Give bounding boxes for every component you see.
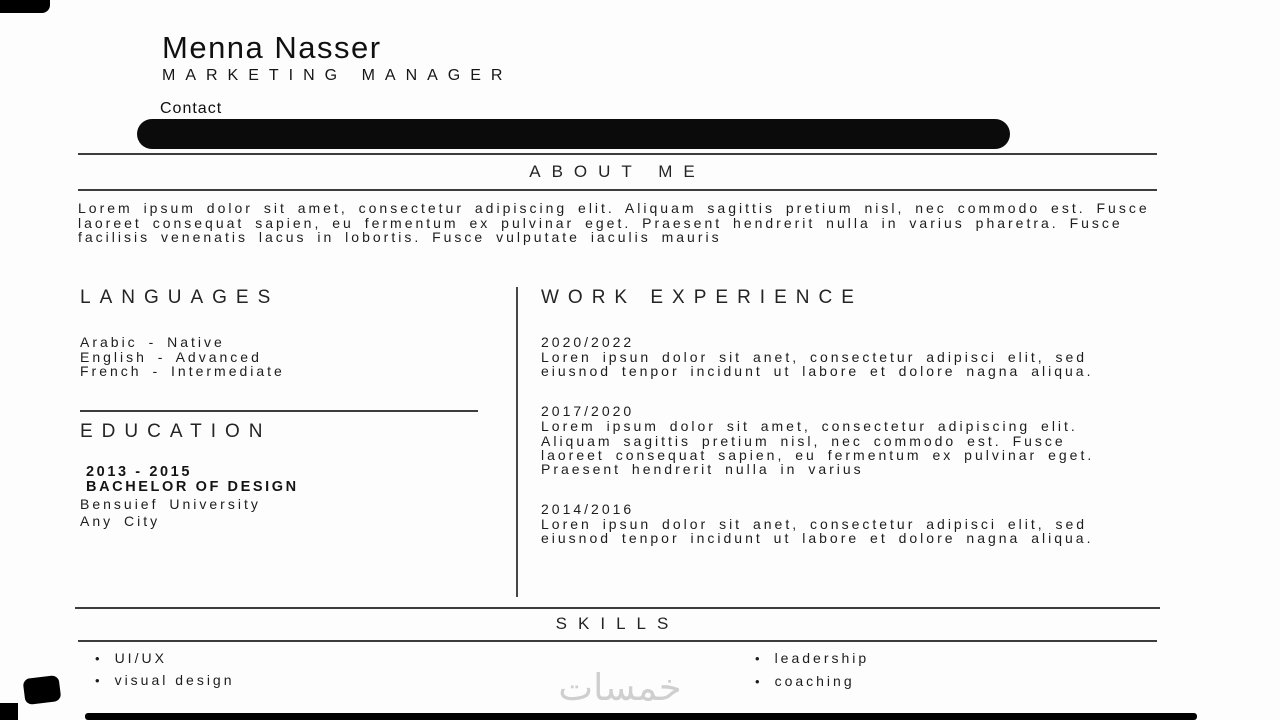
person-name: Menna Nasser <box>162 30 382 65</box>
work-entries <box>541 335 1121 546</box>
divider-above-skills <box>75 607 1160 609</box>
language-item: French - Intermediate <box>80 363 285 379</box>
contact-label: Contact <box>160 100 223 117</box>
divider-above-about <box>78 153 1157 155</box>
education-entry <box>80 465 480 529</box>
bullet-icon: • <box>95 651 103 666</box>
divider-below-skills-heading <box>78 640 1157 642</box>
job-title: MARKETING MANAGER <box>162 67 513 84</box>
left-column <box>80 287 480 529</box>
scan-artifact-bottom-left <box>23 675 62 705</box>
education-heading: EDUCATION <box>80 420 272 442</box>
work-entry-dates: 2020/2022 <box>541 334 635 350</box>
work-entry <box>541 502 1121 545</box>
about-me-heading: ABOUT ME <box>529 162 706 181</box>
skills-heading: SKILLS <box>555 614 680 633</box>
work-entry-text: Lorem ipsum dolor sit amet, consectetur adipiscing elit. Aliquam sagittis pretium nisl, nec commodo est. Fusce laoreet consequat sapien, eu fermentum ex pulvinar eget. Praesent hendrerit nulla in varius <box>541 418 1095 478</box>
language-item: English - Advanced <box>80 348 262 365</box>
scan-artifact-bottom-left-corner <box>0 703 18 720</box>
scan-artifact-bottom-strip <box>85 713 1197 720</box>
work-entry-dates: 2017/2020 <box>541 403 635 420</box>
work-entry <box>541 404 1121 476</box>
work-entry <box>541 335 1121 378</box>
contact-redacted-bar <box>137 119 1010 149</box>
skill-item <box>755 673 855 689</box>
language-item: Arabic - Native <box>80 334 225 350</box>
scan-artifact-top-left <box>0 0 50 13</box>
skill-label: visual design <box>114 672 235 688</box>
education-years: 2013 - 2015 <box>86 463 192 480</box>
bullet-icon: • <box>755 651 763 666</box>
languages-list <box>80 335 480 379</box>
work-entry-text: Loren ipsun dolor sit anet, consectetur adipisci elit, sed eiusnod tenpor incidunt ut labore et dolore nagna aliqua. <box>541 349 1094 380</box>
about-me-text: Lorem ipsum dolor sit amet, consectetur adipiscing elit. Aliquam sagittis pretium nisl, nec commodo est. Fusce laoreet consequat sapien, eu fermentum ex pulvinar eget. Praesent hendrerit nulla in varius pharetra. Fusce facilisis venenatis lacus in lobortis. Fusce vulputate iaculis mauris <box>78 200 1150 245</box>
skill-item <box>755 650 869 666</box>
education-school: Bensuief University <box>80 495 261 512</box>
column-divider <box>516 287 518 597</box>
skill-label: UI/UX <box>114 650 167 666</box>
education-degree: BACHELOR OF DESIGN <box>86 478 299 495</box>
bullet-icon: • <box>755 674 763 689</box>
divider-below-about-heading <box>78 189 1157 191</box>
languages-heading: LANGUAGES <box>80 287 280 308</box>
education-city: Any City <box>80 512 161 529</box>
skill-label: coaching <box>774 673 855 689</box>
skill-label: leadership <box>774 650 870 666</box>
skill-item <box>95 672 235 688</box>
work-entry-text: Loren ipsun dolor sit anet, consectetur adipisci elit, sed eiusnod tenpor incidunt ut labore et dolore nagna aliqua. <box>541 516 1094 547</box>
right-column <box>541 287 1121 572</box>
bullet-icon: • <box>95 673 103 688</box>
divider-above-education <box>80 410 478 412</box>
khamsat-watermark: خمسات <box>558 666 682 709</box>
work-entry-dates: 2014/2016 <box>541 501 635 518</box>
work-experience-heading: WORK EXPERIENCE <box>541 287 863 308</box>
skill-item <box>95 650 167 666</box>
